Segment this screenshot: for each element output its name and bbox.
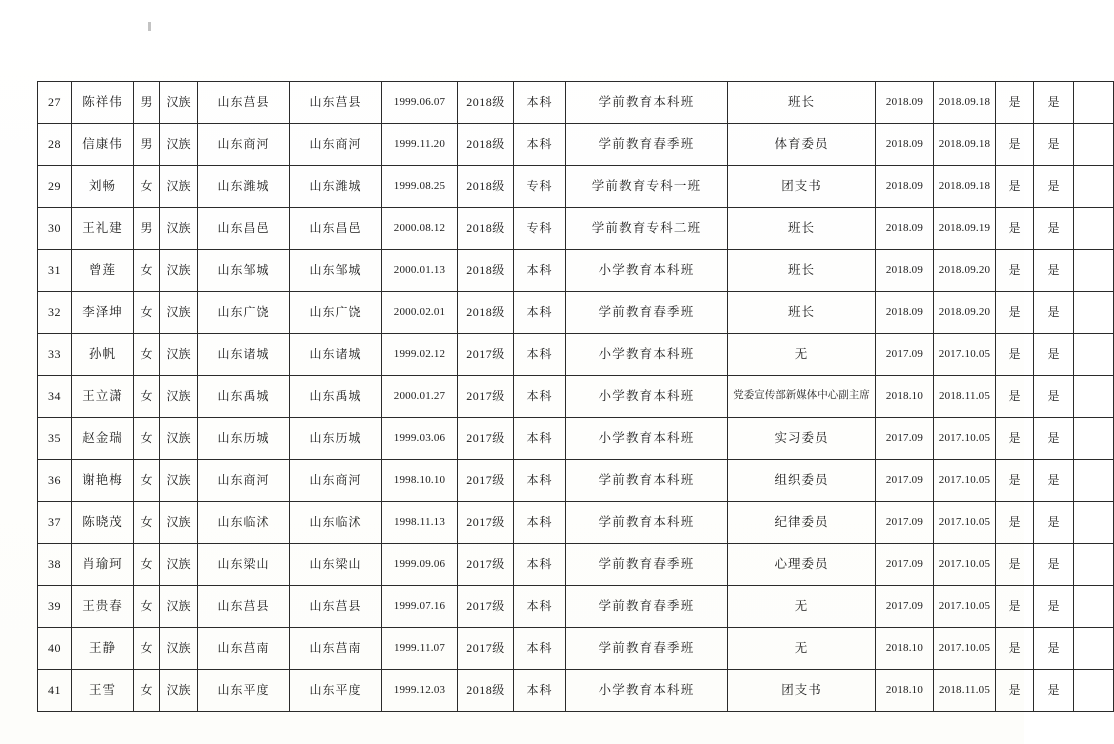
cell-remark: [1074, 250, 1114, 292]
cell-household: 山东诸城: [290, 334, 382, 376]
cell-birthdate: 1999.02.12: [382, 334, 458, 376]
cell-grade: 2017级: [458, 586, 514, 628]
cell-duty: 党委宣传部新媒体中心副主席: [728, 376, 876, 418]
cell-flag-1: 是: [996, 250, 1034, 292]
cell-no: 30: [38, 208, 72, 250]
cell-birthdate: 2000.08.12: [382, 208, 458, 250]
cell-flag-1: 是: [996, 670, 1034, 712]
cell-join-date: 2017.10.05: [934, 460, 996, 502]
cell-class: 学前教育春季班: [566, 124, 728, 166]
cell-remark: [1074, 292, 1114, 334]
cell-remark: [1074, 82, 1114, 124]
cell-flag-1: 是: [996, 586, 1034, 628]
cell-no: 40: [38, 628, 72, 670]
cell-household: 山东梁山: [290, 544, 382, 586]
cell-flag-1: 是: [996, 460, 1034, 502]
cell-class: 学前教育本科班: [566, 502, 728, 544]
cell-appointment-date: 2018.10: [876, 670, 934, 712]
cell-remark: [1074, 670, 1114, 712]
cell-flag-2: 是: [1034, 418, 1074, 460]
table-row: [38, 292, 1114, 334]
cell-birthdate: 1999.03.06: [382, 418, 458, 460]
cell-birthdate: 2000.01.27: [382, 376, 458, 418]
cell-duty: 体育委员: [728, 124, 876, 166]
cell-grade: 2017级: [458, 544, 514, 586]
cell-class: 学前教育春季班: [566, 628, 728, 670]
cell-appointment-date: 2018.09: [876, 292, 934, 334]
cell-household: 山东莒县: [290, 586, 382, 628]
cell-birthdate: 1999.09.06: [382, 544, 458, 586]
cell-join-date: 2017.10.05: [934, 502, 996, 544]
cell-origin: 山东平度: [198, 670, 290, 712]
cell-join-date: 2017.10.05: [934, 586, 996, 628]
cell-grade: 2018级: [458, 82, 514, 124]
cell-sex: 女: [134, 460, 160, 502]
cell-flag-2: 是: [1034, 376, 1074, 418]
cell-join-date: 2018.09.18: [934, 82, 996, 124]
cell-class: 学前教育春季班: [566, 586, 728, 628]
cell-appointment-date: 2018.10: [876, 376, 934, 418]
cell-grade: 2017级: [458, 418, 514, 460]
cell-origin: 山东诸城: [198, 334, 290, 376]
cell-flag-2: 是: [1034, 292, 1074, 334]
cell-level: 本科: [514, 124, 566, 166]
cell-class: 小学教育本科班: [566, 670, 728, 712]
cell-no: 41: [38, 670, 72, 712]
cell-remark: [1074, 208, 1114, 250]
cell-appointment-date: 2018.09: [876, 250, 934, 292]
cell-nation: 汉族: [160, 628, 198, 670]
cell-duty: 班长: [728, 82, 876, 124]
cell-flag-1: 是: [996, 628, 1034, 670]
cell-sex: 女: [134, 166, 160, 208]
cell-household: 山东平度: [290, 670, 382, 712]
cell-birthdate: 1998.11.13: [382, 502, 458, 544]
cell-birthdate: 1999.12.03: [382, 670, 458, 712]
table-row: [38, 628, 1114, 670]
cell-nation: 汉族: [160, 544, 198, 586]
table-row: [38, 418, 1114, 460]
cell-no: 34: [38, 376, 72, 418]
roster-table: [37, 81, 1114, 712]
cell-class: 学前教育本科班: [566, 460, 728, 502]
cell-household: 山东临沭: [290, 502, 382, 544]
cell-name: 曾莲: [72, 250, 134, 292]
cell-birthdate: 2000.01.13: [382, 250, 458, 292]
cell-level: 本科: [514, 460, 566, 502]
cell-nation: 汉族: [160, 586, 198, 628]
cell-name: 王静: [72, 628, 134, 670]
cell-name: 王贵春: [72, 586, 134, 628]
cell-no: 33: [38, 334, 72, 376]
roster-table-container: [37, 81, 1060, 712]
cell-name: 王立潇: [72, 376, 134, 418]
cell-no: 29: [38, 166, 72, 208]
cell-appointment-date: 2017.09: [876, 334, 934, 376]
cell-grade: 2017级: [458, 460, 514, 502]
cell-birthdate: 1999.07.16: [382, 586, 458, 628]
cell-name: 王雪: [72, 670, 134, 712]
cell-origin: 山东商河: [198, 460, 290, 502]
table-row: [38, 460, 1114, 502]
cell-nation: 汉族: [160, 418, 198, 460]
cell-appointment-date: 2017.09: [876, 544, 934, 586]
cell-remark: [1074, 544, 1114, 586]
cell-level: 本科: [514, 82, 566, 124]
table-row: [38, 208, 1114, 250]
cell-nation: 汉族: [160, 460, 198, 502]
cell-duty: 无: [728, 628, 876, 670]
cell-household: 山东邹城: [290, 250, 382, 292]
cell-no: 35: [38, 418, 72, 460]
cell-duty: 班长: [728, 208, 876, 250]
cell-birthdate: 1999.11.20: [382, 124, 458, 166]
cell-appointment-date: 2018.10: [876, 628, 934, 670]
cell-remark: [1074, 376, 1114, 418]
cell-appointment-date: 2017.09: [876, 502, 934, 544]
cell-duty: 团支书: [728, 166, 876, 208]
cell-duty: 无: [728, 334, 876, 376]
cell-class: 小学教育本科班: [566, 250, 728, 292]
cell-grade: 2018级: [458, 292, 514, 334]
cell-duty: 团支书: [728, 670, 876, 712]
cell-appointment-date: 2018.09: [876, 124, 934, 166]
cell-origin: 山东莒县: [198, 82, 290, 124]
cell-grade: 2017级: [458, 376, 514, 418]
cell-flag-2: 是: [1034, 460, 1074, 502]
cell-duty: 组织委员: [728, 460, 876, 502]
cell-no: 31: [38, 250, 72, 292]
cell-household: 山东广饶: [290, 292, 382, 334]
table-row: [38, 544, 1114, 586]
cell-nation: 汉族: [160, 376, 198, 418]
cell-remark: [1074, 628, 1114, 670]
cell-join-date: 2018.09.19: [934, 208, 996, 250]
cell-origin: 山东历城: [198, 418, 290, 460]
cell-household: 山东商河: [290, 460, 382, 502]
cell-sex: 女: [134, 502, 160, 544]
cell-name: 刘畅: [72, 166, 134, 208]
cell-flag-2: 是: [1034, 502, 1074, 544]
cell-flag-2: 是: [1034, 208, 1074, 250]
cell-flag-1: 是: [996, 502, 1034, 544]
cell-origin: 山东邹城: [198, 250, 290, 292]
cell-grade: 2018级: [458, 166, 514, 208]
cell-level: 专科: [514, 166, 566, 208]
cell-name: 孙帆: [72, 334, 134, 376]
cell-name: 陈祥伟: [72, 82, 134, 124]
cell-sex: 女: [134, 670, 160, 712]
cell-class: 学前教育春季班: [566, 544, 728, 586]
cell-birthdate: 1999.08.25: [382, 166, 458, 208]
cell-class: 学前教育本科班: [566, 82, 728, 124]
cell-no: 38: [38, 544, 72, 586]
cell-join-date: 2018.09.20: [934, 250, 996, 292]
cell-level: 本科: [514, 418, 566, 460]
cell-name: 王礼建: [72, 208, 134, 250]
cell-origin: 山东潍城: [198, 166, 290, 208]
cell-join-date: 2017.10.05: [934, 544, 996, 586]
cell-name: 信康伟: [72, 124, 134, 166]
cell-remark: [1074, 334, 1114, 376]
cell-level: 专科: [514, 208, 566, 250]
table-row: [38, 82, 1114, 124]
cell-join-date: 2017.10.05: [934, 418, 996, 460]
cell-household: 山东潍城: [290, 166, 382, 208]
cell-birthdate: 1999.06.07: [382, 82, 458, 124]
cell-duty: 心理委员: [728, 544, 876, 586]
cell-appointment-date: 2017.09: [876, 418, 934, 460]
cell-duty: 班长: [728, 250, 876, 292]
table-row: [38, 586, 1114, 628]
cell-flag-1: 是: [996, 334, 1034, 376]
table-row: [38, 670, 1114, 712]
cell-flag-1: 是: [996, 292, 1034, 334]
cell-grade: 2018级: [458, 208, 514, 250]
cell-nation: 汉族: [160, 250, 198, 292]
cell-flag-2: 是: [1034, 586, 1074, 628]
cell-flag-1: 是: [996, 166, 1034, 208]
cell-duty: 实习委员: [728, 418, 876, 460]
cell-level: 本科: [514, 250, 566, 292]
cell-sex: 女: [134, 376, 160, 418]
cell-flag-2: 是: [1034, 544, 1074, 586]
cell-nation: 汉族: [160, 208, 198, 250]
cell-sex: 女: [134, 628, 160, 670]
cell-flag-2: 是: [1034, 628, 1074, 670]
cell-sex: 女: [134, 292, 160, 334]
cell-flag-2: 是: [1034, 166, 1074, 208]
cell-grade: 2018级: [458, 670, 514, 712]
cell-grade: 2018级: [458, 124, 514, 166]
cell-nation: 汉族: [160, 124, 198, 166]
cell-household: 山东历城: [290, 418, 382, 460]
cell-name: 陈晓茂: [72, 502, 134, 544]
cell-origin: 山东梁山: [198, 544, 290, 586]
cell-appointment-date: 2018.09: [876, 82, 934, 124]
cell-flag-1: 是: [996, 124, 1034, 166]
cell-origin: 山东商河: [198, 124, 290, 166]
cell-remark: [1074, 502, 1114, 544]
cell-nation: 汉族: [160, 502, 198, 544]
cell-duty: 无: [728, 586, 876, 628]
cell-remark: [1074, 460, 1114, 502]
cell-appointment-date: 2017.09: [876, 460, 934, 502]
cell-grade: 2017级: [458, 628, 514, 670]
cell-no: 27: [38, 82, 72, 124]
table-row: [38, 166, 1114, 208]
cell-origin: 山东莒南: [198, 628, 290, 670]
cell-remark: [1074, 586, 1114, 628]
cell-join-date: 2017.10.05: [934, 334, 996, 376]
cell-sex: 女: [134, 586, 160, 628]
cell-grade: 2018级: [458, 250, 514, 292]
cell-no: 36: [38, 460, 72, 502]
cell-class: 学前教育专科二班: [566, 208, 728, 250]
cell-join-date: 2018.09.18: [934, 166, 996, 208]
cell-nation: 汉族: [160, 292, 198, 334]
cell-flag-2: 是: [1034, 82, 1074, 124]
cell-no: 37: [38, 502, 72, 544]
cell-appointment-date: 2017.09: [876, 586, 934, 628]
cell-sex: 女: [134, 250, 160, 292]
cell-sex: 女: [134, 544, 160, 586]
cell-name: 李泽坤: [72, 292, 134, 334]
cell-flag-1: 是: [996, 82, 1034, 124]
cell-no: 28: [38, 124, 72, 166]
cell-nation: 汉族: [160, 166, 198, 208]
cell-nation: 汉族: [160, 670, 198, 712]
table-row: [38, 250, 1114, 292]
cell-household: 山东莒县: [290, 82, 382, 124]
cell-remark: [1074, 418, 1114, 460]
cell-duty: 纪律委员: [728, 502, 876, 544]
cell-sex: 男: [134, 82, 160, 124]
cell-level: 本科: [514, 292, 566, 334]
cell-no: 32: [38, 292, 72, 334]
cell-birthdate: 1999.11.07: [382, 628, 458, 670]
cell-duty: 班长: [728, 292, 876, 334]
cell-appointment-date: 2018.09: [876, 208, 934, 250]
cell-class: 学前教育春季班: [566, 292, 728, 334]
cell-flag-1: 是: [996, 544, 1034, 586]
cell-no: 39: [38, 586, 72, 628]
cell-flag-2: 是: [1034, 250, 1074, 292]
cell-class: 小学教育本科班: [566, 376, 728, 418]
cell-remark: [1074, 166, 1114, 208]
cell-class: 学前教育专科一班: [566, 166, 728, 208]
cell-birthdate: 1998.10.10: [382, 460, 458, 502]
cell-flag-2: 是: [1034, 124, 1074, 166]
cell-origin: 山东禹城: [198, 376, 290, 418]
cell-sex: 女: [134, 418, 160, 460]
cell-flag-1: 是: [996, 418, 1034, 460]
cell-join-date: 2017.10.05: [934, 628, 996, 670]
cell-sex: 男: [134, 124, 160, 166]
cell-join-date: 2018.09.18: [934, 124, 996, 166]
cell-flag-1: 是: [996, 208, 1034, 250]
cell-level: 本科: [514, 628, 566, 670]
cell-level: 本科: [514, 334, 566, 376]
cell-level: 本科: [514, 376, 566, 418]
roster-table-body: [38, 82, 1114, 712]
cell-level: 本科: [514, 670, 566, 712]
cell-join-date: 2018.11.05: [934, 670, 996, 712]
table-row: [38, 376, 1114, 418]
cell-appointment-date: 2018.09: [876, 166, 934, 208]
cell-class: 小学教育本科班: [566, 418, 728, 460]
table-row: [38, 334, 1114, 376]
cell-origin: 山东广饶: [198, 292, 290, 334]
table-row: [38, 124, 1114, 166]
cell-level: 本科: [514, 544, 566, 586]
cell-nation: 汉族: [160, 82, 198, 124]
cell-origin: 山东莒县: [198, 586, 290, 628]
cell-sex: 女: [134, 334, 160, 376]
cell-level: 本科: [514, 502, 566, 544]
cell-name: 肖瑜珂: [72, 544, 134, 586]
cell-household: 山东昌邑: [290, 208, 382, 250]
cell-name: 赵金瑞: [72, 418, 134, 460]
cell-flag-1: 是: [996, 376, 1034, 418]
cell-join-date: 2018.11.05: [934, 376, 996, 418]
cell-join-date: 2018.09.20: [934, 292, 996, 334]
cell-origin: 山东临沭: [198, 502, 290, 544]
scan-artifact-mark: [148, 22, 151, 31]
cell-class: 小学教育本科班: [566, 334, 728, 376]
cell-nation: 汉族: [160, 334, 198, 376]
table-row: [38, 502, 1114, 544]
cell-flag-2: 是: [1034, 670, 1074, 712]
cell-flag-2: 是: [1034, 334, 1074, 376]
cell-name: 谢艳梅: [72, 460, 134, 502]
cell-household: 山东莒南: [290, 628, 382, 670]
cell-sex: 男: [134, 208, 160, 250]
cell-birthdate: 2000.02.01: [382, 292, 458, 334]
cell-household: 山东商河: [290, 124, 382, 166]
cell-household: 山东禹城: [290, 376, 382, 418]
cell-remark: [1074, 124, 1114, 166]
cell-grade: 2017级: [458, 334, 514, 376]
cell-origin: 山东昌邑: [198, 208, 290, 250]
cell-level: 本科: [514, 586, 566, 628]
cell-grade: 2017级: [458, 502, 514, 544]
